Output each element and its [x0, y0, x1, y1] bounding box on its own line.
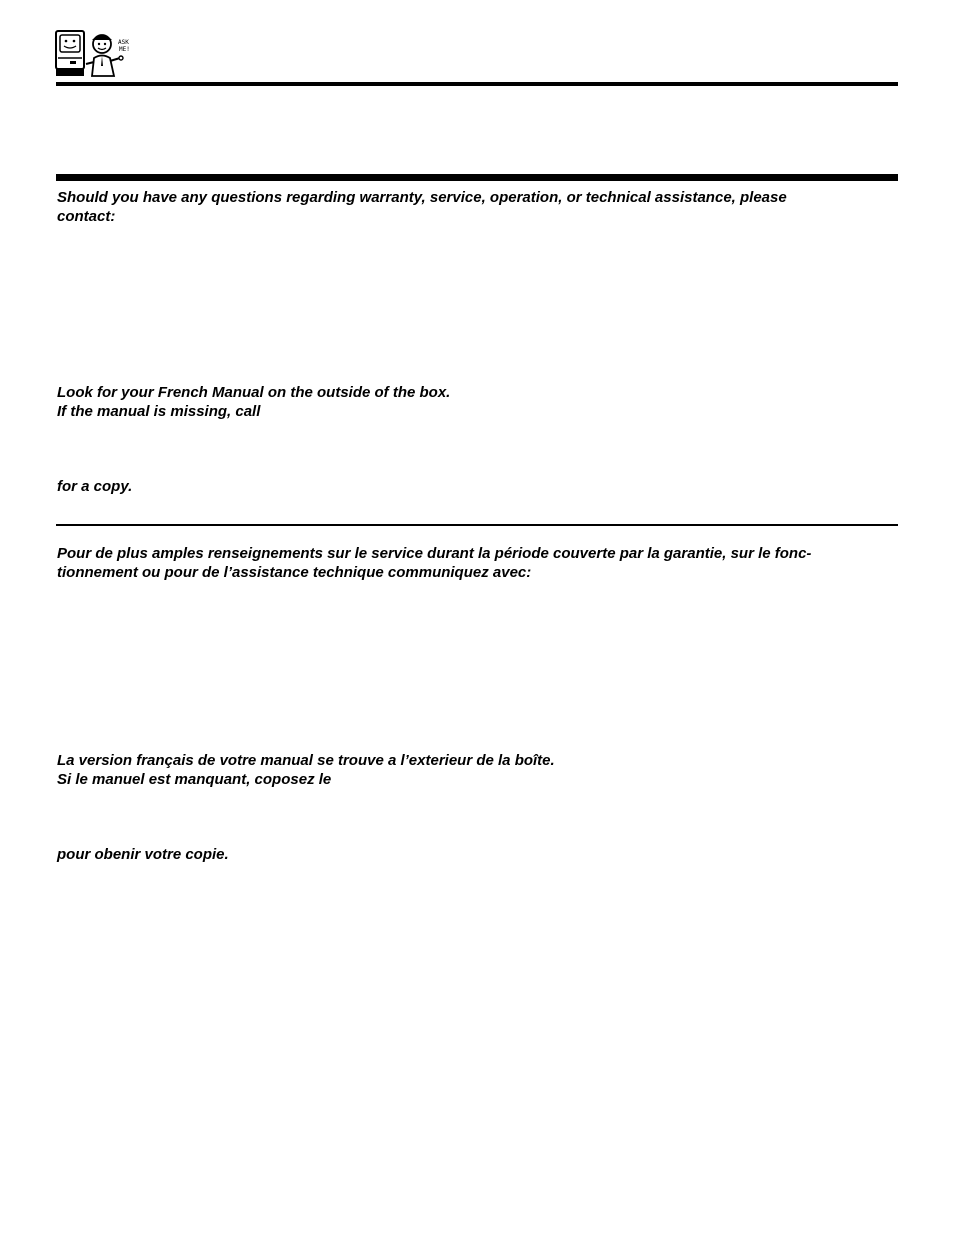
french-contact-line-1: Pour de plus amples renseignements sur le service durant la période couverte par la garantie, sur le fonc- — [57, 545, 812, 562]
french-copy-line: pour obenir votre copie. — [57, 846, 229, 863]
header-rule — [56, 82, 898, 86]
english-copy-line: for a copy. — [57, 478, 133, 495]
french-contact-line-2: tionnement ou pour de l’assistance technique communiquez avec: — [57, 564, 532, 581]
ask-me-mascot-icon — [54, 28, 136, 80]
english-manual-line-2: If the manual is missing, call — [57, 403, 261, 420]
english-contact-line-2: contact: — [57, 208, 116, 225]
ask-label: ASK — [118, 39, 129, 46]
me-label: ME! — [119, 46, 130, 53]
french-manual-line-2: Si le manuel est manquant, coposez le — [57, 771, 332, 788]
french-manual-line-1: La version français de votre manual se trouve a l’exterieur de la boîte. — [57, 752, 555, 769]
section-divider-rule — [56, 524, 898, 526]
section-top-rule — [56, 174, 898, 181]
english-manual-line-1: Look for your French Manual on the outside of the box. — [57, 384, 451, 401]
english-contact-line-1: Should you have any questions regarding warranty, service, operation, or technical assistance, please — [57, 189, 787, 206]
